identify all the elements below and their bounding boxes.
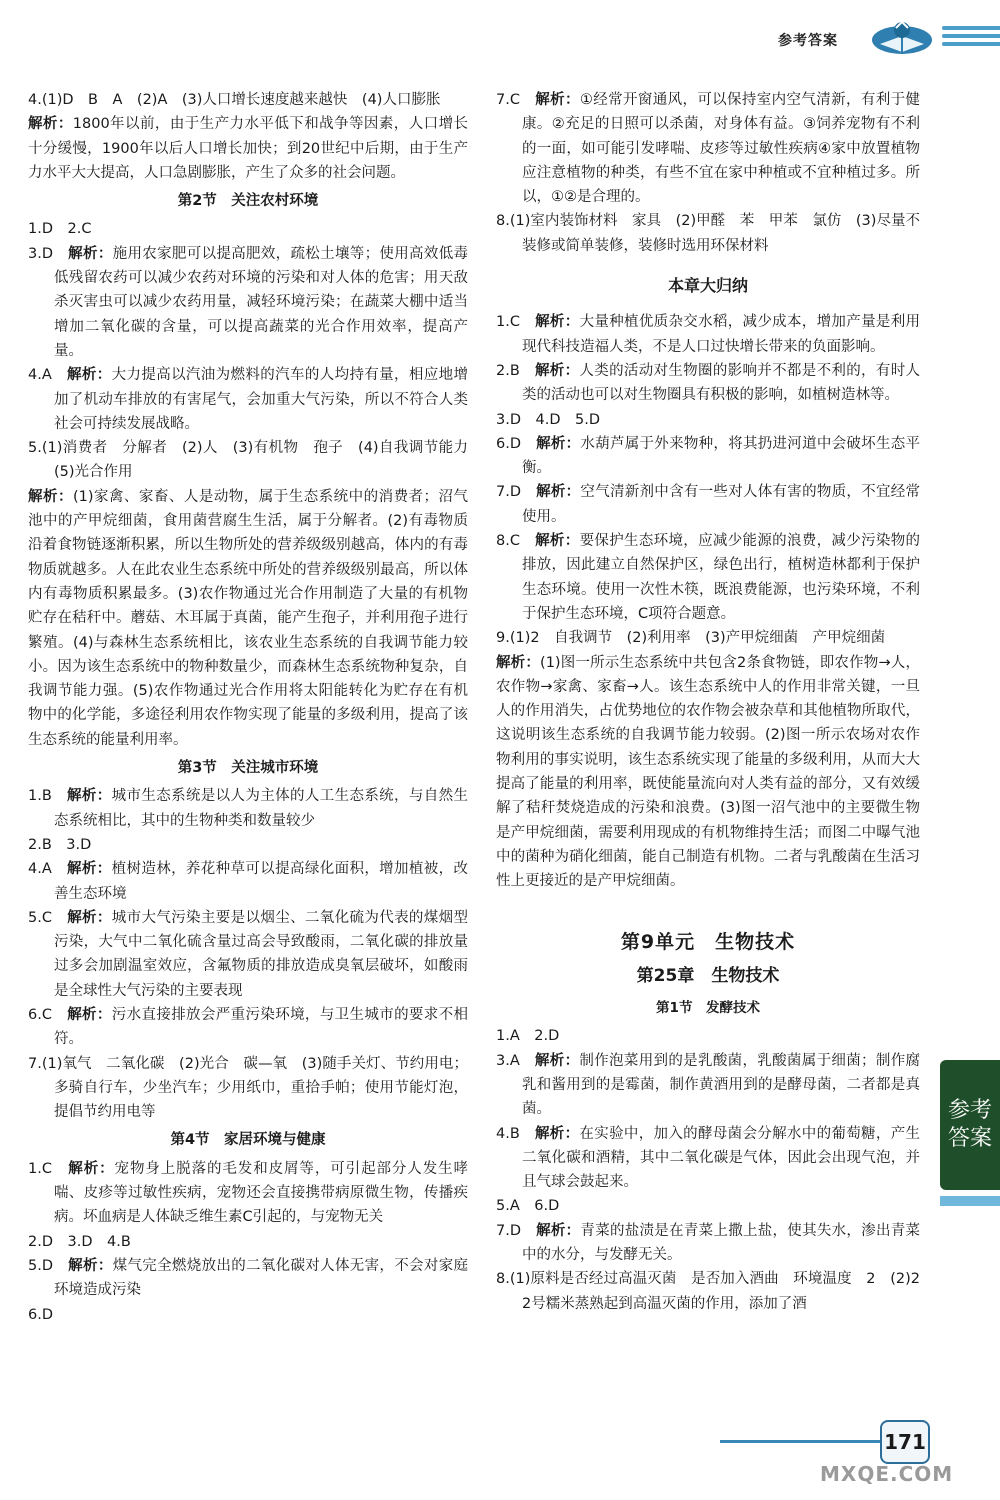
explanation-keyword: 解析： (536, 484, 581, 501)
answer-item (28, 784, 468, 833)
answer-text: (1)氧气 二氧化碳 (2)光合 碳—氧 (3)随手关灯、节约用电；多骑自行车，少坐汽车；少用纸巾，重拾手帕；使用节能灯泡，提倡节约用电等 (41, 1055, 468, 1121)
explanation-keyword: 解析： (67, 909, 112, 926)
answer-item (28, 242, 468, 363)
explanation-keyword: 解析： (28, 116, 73, 133)
answer-text: ①经常开窗通风，可以保持室内空气清新，有利于健康。②充足的日照可以杀菌，对身体有益。③饲养宠物有不利的一面，如可能引发哮喘、皮疹等过敏性疾病④家中放置植物应注意植物的种类，有些不宜在家中种植或不宜种植过多。所以，①②是合理的。 (522, 92, 921, 206)
answer-text: 大量种植优质杂交水稻，减少成本，增加产量是利用现代科技造福人类，不是人口过快增长带来的负面影响。 (522, 314, 921, 355)
explanation-text: 1800年以前，由于生产力水平低下和战争等因素，人口增长十分缓慢，1900年以后人口增长加快；到20世纪中后期，由于生产力水平大大提高，人口急剧膨胀，产生了众多的社会问题。 (28, 116, 469, 181)
answer-number: 7. (496, 92, 510, 108)
answer-text: (1)D B A (2)A (3)人口增长速度越来越快 (4)人口膨胀 (41, 92, 441, 108)
explanation (28, 485, 468, 752)
answer-text: 污水直接排放会严重污染环境，与卫生城市的要求不相符。 (54, 1006, 469, 1048)
answer-number: 4. (28, 367, 42, 384)
answer-text: D (41, 1306, 54, 1323)
answer-text: D 2.C (41, 221, 92, 238)
explanation-text: (1)家禽、家畜、人是动物，属于生态系统中的消费者；沼气池中的产甲烷细菌，食用菌营腐生生活，属于分解者。(2)有毒物质沿着食物链逐渐积累，所以生物所处的营养级级别越高，体内的有毒物质就越多。人在此农业生态系统中所处的营养级级别最高，所以体内有毒物质积累最多。(3)农作物通过光合作用制造了大量的有机物贮存在秸秆中。蘑菇、木耳属于真菌，能产生孢子，并利用孢子进行繁殖。(4)与森林生态系统相比，该农业生态系统的自我调节能力较小。因为该生态系统中的物种数量少，而森林生态系统物种复杂，自我调节能力强。(5)农作物通过光合作用将太阳能转化为贮存在有机物中的化学能，多途径利用农作物实现了能量的多级利用，提高了该生态系统的能量利用率。 (28, 488, 469, 748)
subsection-heading: 第1节 发酵技术 (656, 1000, 760, 1017)
side-tab-line1: 参考 (947, 1098, 992, 1123)
summary-heading: 本章大归纳 (667, 276, 748, 296)
answer-text: 要保护生态环境，应减少能源的浪费，减少污染物的排放，因此建立自然保护区，绿色出行，植树造林都利于保护生态环境。使用一次性木筷，既浪费能源，也污染环境，不利于保护生态环境，C项符合题意。 (522, 533, 921, 622)
answer-number: 3. (28, 245, 42, 262)
answer-choice: C (509, 92, 520, 108)
answer-text: 大力提高以汽油为燃料的汽车的人均持有量，相应地增加了机动车排放的有害尾气，会加重大气污染，所以不符合人类社会可持续发展战略。 (54, 367, 469, 432)
answer-text: (1)原料是否经过高温灭菌 是否加入酒曲 环境温度 2 (2)2 2号糯米蒸熟起到高温灭菌的作用，添加了酒 (509, 1271, 935, 1312)
explanation-keyword: 解析： (67, 1006, 112, 1023)
explanation-keyword: 解析： (536, 1222, 581, 1239)
answer-item (28, 1052, 468, 1125)
answer-number: 8. (496, 533, 510, 550)
answer-choice: A (41, 861, 52, 878)
answer-number: 7. (28, 1055, 42, 1072)
answer-item (496, 529, 920, 626)
watermark: MXQE.COM (820, 1462, 954, 1486)
book-logo-icon (870, 18, 934, 58)
page-number: 171 (880, 1420, 930, 1464)
answer-text: D 3.D 4.B (41, 1233, 131, 1250)
answer-item (496, 359, 920, 408)
answer-item (28, 1157, 468, 1230)
answer-item (28, 1230, 468, 1254)
explanation-keyword: 解析： (67, 788, 112, 805)
left-column (28, 88, 483, 1327)
answer-text: 植树造林，养花种草可以提高绿化面积，增加植被，改善生态环境 (54, 861, 469, 902)
answer-number: 4. (28, 861, 42, 878)
answer-item (28, 363, 468, 436)
answer-number: 2. (28, 1233, 42, 1250)
answer-number: 2. (496, 362, 510, 379)
chapter-heading: 第25章 生物技术 (636, 965, 780, 986)
answer-number: 6. (496, 435, 510, 452)
answer-text: (1)消费者 分解者 (2)人 (3)有机物 孢子 (4)自我调节能力 (5)光合作用 (41, 440, 483, 481)
answer-choice: B (41, 788, 52, 805)
answer-number: 1. (28, 788, 42, 805)
answer-choice: C (41, 1006, 52, 1023)
answer-choice: A (41, 367, 52, 384)
answer-text: 人类的活动对生物圈的影响并不都是不利的，有时人类的活动也可以对生物圈具有积极的影响，如植树造林等。 (522, 362, 921, 404)
explanation-keyword: 解析： (67, 367, 112, 384)
explanation-keyword: 解析： (535, 92, 580, 108)
explanation-keyword: 解析： (496, 654, 541, 671)
answer-item (28, 906, 468, 1003)
answer-item (28, 88, 468, 112)
answer-text: B 3.D (41, 836, 92, 853)
section-heading: 第3节 关注城市环境 (177, 760, 319, 777)
answer-number: 4. (496, 1125, 510, 1142)
answer-text: 城市生态系统是以人为主体的人工生态系统，与自然生态系统相比，其中的生物种类和数量较少 (54, 788, 469, 829)
answer-text: D 4.D 5.D (509, 411, 601, 428)
explanation-keyword: 解析： (534, 362, 580, 379)
answer-choice: A (509, 1052, 520, 1069)
explanation-keyword: 解析： (536, 435, 581, 452)
answer-item (28, 1254, 468, 1303)
header-label: 参考答案 (778, 33, 838, 49)
side-stripe (940, 1196, 1000, 1206)
answer-item (496, 310, 920, 359)
explanation-keyword: 解析： (68, 245, 113, 262)
answer-number: 5. (28, 440, 42, 457)
explanation-keyword: 解析： (534, 1052, 580, 1069)
answer-number: 3. (496, 411, 510, 428)
answer-number: 4. (28, 92, 42, 108)
answer-text: A 6.D (509, 1198, 560, 1215)
explanation-keyword: 解析： (535, 314, 580, 331)
answer-number: 6. (28, 1306, 42, 1323)
answer-item (496, 408, 920, 432)
answer-text: 煤气完全燃烧放出的二氧化碳对人体无害，不会对家庭环境造成污染 (54, 1257, 469, 1299)
answer-item (28, 436, 483, 485)
explanation-keyword: 解析： (68, 1160, 115, 1177)
answer-choice: B (509, 1125, 520, 1142)
answer-text: 施用农家肥可以提高肥效，疏松土壤等；使用高效低毒低残留农药可以减少农药对环境的污染和对人体的危害；用天敌杀灭害虫可以减少农药用量，减轻环境污染；在蔬菜大棚中适当增加二氧化碳的含量，可以提高蔬菜的光合作用效率，提高产量。 (54, 245, 469, 359)
answer-item (28, 1303, 468, 1327)
right-column (496, 88, 935, 1316)
answer-text: (1)室内装饰材料 家具 (2)甲醛 苯 甲苯 氯仿 (3)尽量不装修或简单装修，装修时选用环保材料 (509, 213, 920, 254)
answer-number: 1. (28, 221, 42, 238)
answer-choice: D (41, 1257, 54, 1274)
unit-heading: 第9单元 生物技术 (620, 930, 796, 953)
answer-text: 在实验中，加入的酵母菌会分解水中的葡萄糖，产生二氧化碳和酒精，其中二氧化碳是气体，因此会出现气泡，并且气球会鼓起来。 (522, 1125, 921, 1191)
answer-item (28, 857, 468, 906)
answer-item (28, 1003, 468, 1052)
answer-number: 2. (28, 836, 42, 853)
explanation-text: (1)图一所示生态系统中共包含2条食物链，即农作物→人，农作物→家禽、家畜→人。该生态系统中人的作用非常关键，一旦人的作用消失，占优势地位的农作物会被杂草和其他植物所取代，这说明该生态系统的自我调节能力较弱。(2)图一所示农场对农作物利用的事实说明，该生态系统实现了能量的多级利用，从而大大提高了能量的利用率，既使能量流向对人类有益的部分，又有效缓解了秸秆焚烧造成的污染和浪费。(3)图一沼气池中的主要微生物是产甲烷细菌，需要利用现成的有机物维持生活；而图二中曝气池中的菌种为硝化细菌，能自己制造有机物。二者与乳酸菌在生活习性上更接近的是产甲烷细菌。 (496, 654, 920, 890)
explanation-keyword: 解析： (68, 1257, 113, 1274)
answer-item (496, 1267, 935, 1316)
answer-number: 1. (496, 314, 510, 331)
side-tab-answers (940, 1060, 1000, 1190)
answer-number: 5. (28, 909, 42, 926)
explanation-keyword: 解析： (534, 1125, 580, 1142)
answer-text: A 2.D (509, 1028, 560, 1045)
answer-choice: C (509, 314, 520, 331)
explanation-keyword: 解析： (535, 533, 580, 550)
answer-number: 9. (496, 630, 510, 647)
answer-text: (1)2 自我调节 (2)利用率 (3)产甲烷细菌 产甲烷细菌 (509, 630, 886, 647)
answer-text: 城市大气污染主要是以烟尘、二氧化硫为代表的煤烟型污染，大气中二氧化硫含量过高会导致酸雨，二氧化碳的排放量过多会加剧温室效应，含氟物质的排放造成臭氧层破坏，如酸雨是全球性大气污染的主要表现 (54, 909, 469, 999)
answer-text: 空气清新剂中含有一些对人体有害的物质，不宜经常使用。 (522, 484, 921, 525)
explanation (496, 651, 920, 894)
answer-item (496, 626, 920, 650)
answer-text: 制作泡菜用到的是乳酸菌，乳酸菌属于细菌；制作腐乳和酱用到的是霉菌，制作黄酒用到的是酵母菌，二者都是真菌。 (522, 1052, 921, 1118)
answer-number: 8. (496, 1271, 510, 1288)
answer-item (28, 833, 468, 857)
answer-number: 6. (28, 1006, 42, 1023)
answer-choice: B (509, 362, 520, 379)
section-heading: 第4节 家居环境与健康 (170, 1132, 326, 1149)
answer-choice: D (509, 435, 522, 452)
answer-choice: C (41, 909, 52, 926)
answer-item (496, 432, 920, 481)
answer-text: 青菜的盐渍是在青菜上撒上盐，使其失水，渗出青菜中的水分，与发酵无关。 (522, 1222, 921, 1264)
answer-item (496, 1049, 920, 1122)
answer-text: 宠物身上脱落的毛发和皮屑等，可引起部分人发生哮喘、皮疹等过敏性疾病，宠物还会直接携带病原微生物，传播疾病。坏血病是人体缺乏维生素C引起的，与宠物无关 (54, 1160, 469, 1226)
answer-item (496, 88, 920, 209)
answer-choice: D (509, 484, 522, 501)
answer-number: 7. (496, 1222, 510, 1239)
answer-choice: D (41, 245, 54, 262)
answer-item (496, 1122, 920, 1195)
answer-number: 5. (496, 1198, 510, 1215)
answer-item (496, 209, 920, 258)
answer-number: 7. (496, 484, 510, 501)
explanation (28, 112, 468, 185)
answer-number: 1. (28, 1160, 42, 1177)
answer-item (28, 217, 468, 241)
answer-item (496, 480, 920, 529)
answer-item (496, 1194, 920, 1218)
explanation-keyword: 解析： (67, 861, 112, 878)
answer-number: 3. (496, 1052, 510, 1069)
answer-choice: D (509, 1222, 522, 1239)
answer-choice: C (41, 1160, 52, 1177)
answer-number: 1. (496, 1028, 510, 1045)
answer-item (496, 1024, 920, 1048)
answer-choice: C (509, 533, 520, 550)
answer-item (496, 1219, 920, 1268)
side-tab-line2: 答案 (947, 1126, 992, 1151)
section-heading: 第2节 关注农村环境 (177, 193, 319, 210)
answer-number: 8. (496, 213, 510, 230)
header-decoration (942, 26, 1000, 52)
answer-text: 水葫芦属于外来物种，将其扔进河道中会破坏生态平衡。 (522, 435, 921, 477)
explanation-keyword: 解析： (28, 488, 73, 505)
answer-number: 5. (28, 1257, 42, 1274)
